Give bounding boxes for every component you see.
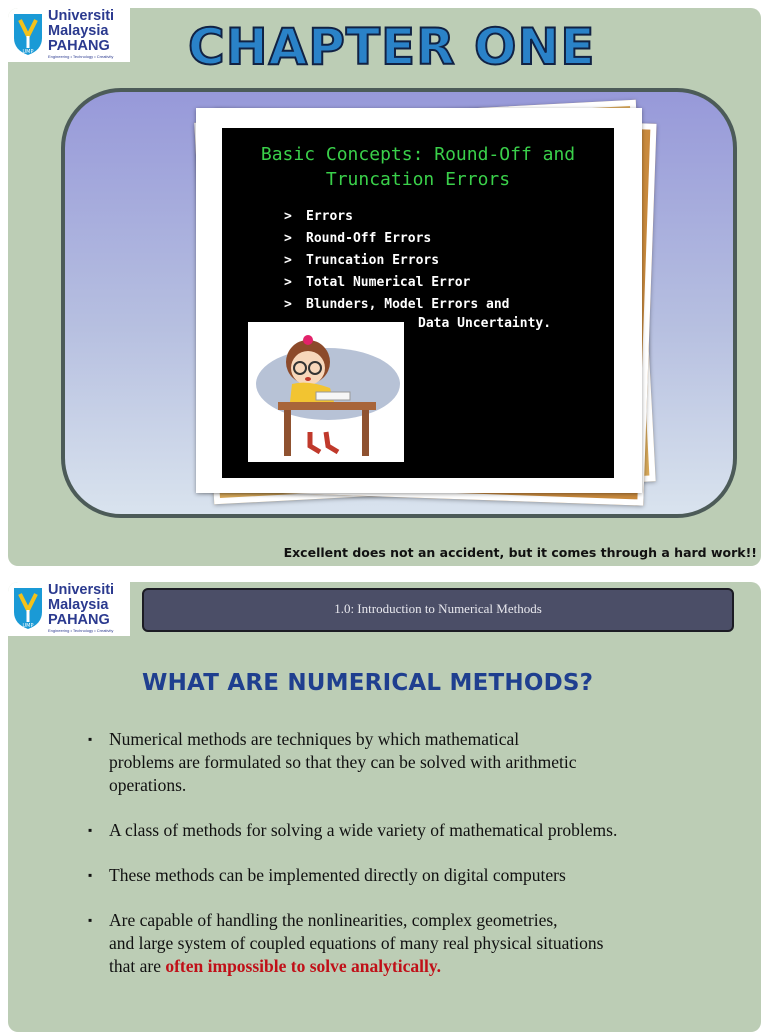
slide-chapter-one <box>8 8 761 566</box>
bullet-list <box>86 728 746 1000</box>
board-item: > Errors <box>284 209 353 224</box>
board-item: > Truncation Errors <box>284 253 440 268</box>
chapter-title: CHAPTER ONE <box>188 18 596 76</box>
board-item: > Blunders, Model Errors and <box>284 297 510 312</box>
logo-line-universiti: Universiti <box>48 8 115 24</box>
logo-line-pahang: PAHANG <box>48 38 110 54</box>
logo-line-malaysia: Malaysia <box>48 597 109 613</box>
ump-emblem-text: UMP <box>22 623 34 629</box>
logo-tagline: Engineering • Technology • Creativity <box>48 628 114 633</box>
ump-emblem-text: UMP <box>22 49 34 55</box>
board-title-line2: Truncation Errors <box>325 169 511 190</box>
list-item: ▪ A class of methods for solving a wide variety of mathematical problems. <box>88 820 618 840</box>
board-item: > Round-Off Errors <box>284 231 432 246</box>
logo-tagline: Engineering • Technology • Creativity <box>48 54 114 59</box>
list-item: ▪ Numerical methods are techniques by which mathematical problems are formulated so that they can be solved with arithmetic operations. <box>88 729 577 795</box>
bullet-marker: ▪ <box>88 868 93 882</box>
logo-line-malaysia: Malaysia <box>48 23 109 39</box>
list-item: ▪ Are capable of handling the nonlinearities, complex geometries, and large system of coupled equations of many real physical situations that are often impossible to solve analytically. <box>88 910 604 976</box>
board-title-line1: Basic Concepts: Round-Off and <box>260 144 576 165</box>
emphasis-text: often impossible to solve analytically. <box>165 956 441 976</box>
ump-logo <box>8 8 130 62</box>
girl-reading-icon <box>248 322 404 462</box>
slide-heading: WHAT ARE NUMERICAL METHODS? <box>142 670 594 696</box>
blackboard-photo <box>196 108 642 493</box>
section-title: 1.0: Introduction to Numerical Methods <box>334 601 542 616</box>
bullet-marker: ▪ <box>88 732 93 746</box>
slide-intro-numerical-methods <box>8 582 761 1032</box>
list-item: ▪ These methods can be implemented directly on digital computers <box>88 865 566 885</box>
ump-shield-icon <box>12 586 44 630</box>
girl-reading-illustration <box>248 322 404 462</box>
board-item-continuation: Data Uncertainty. <box>418 316 552 331</box>
ump-shield-icon <box>12 12 44 56</box>
motto-text: Excellent does not an accident, but it comes through a hard work!! <box>283 545 757 560</box>
board-item: > Total Numerical Error <box>284 275 471 290</box>
bullet-marker: ▪ <box>88 913 93 927</box>
ump-logo <box>8 582 130 636</box>
section-title-bar <box>142 588 734 632</box>
bullet-marker: ▪ <box>88 823 93 837</box>
logo-line-pahang: PAHANG <box>48 612 110 628</box>
blackboard <box>222 128 614 478</box>
logo-line-universiti: Universiti <box>48 582 115 598</box>
board-title <box>222 142 614 192</box>
board-topic-list <box>284 206 510 316</box>
